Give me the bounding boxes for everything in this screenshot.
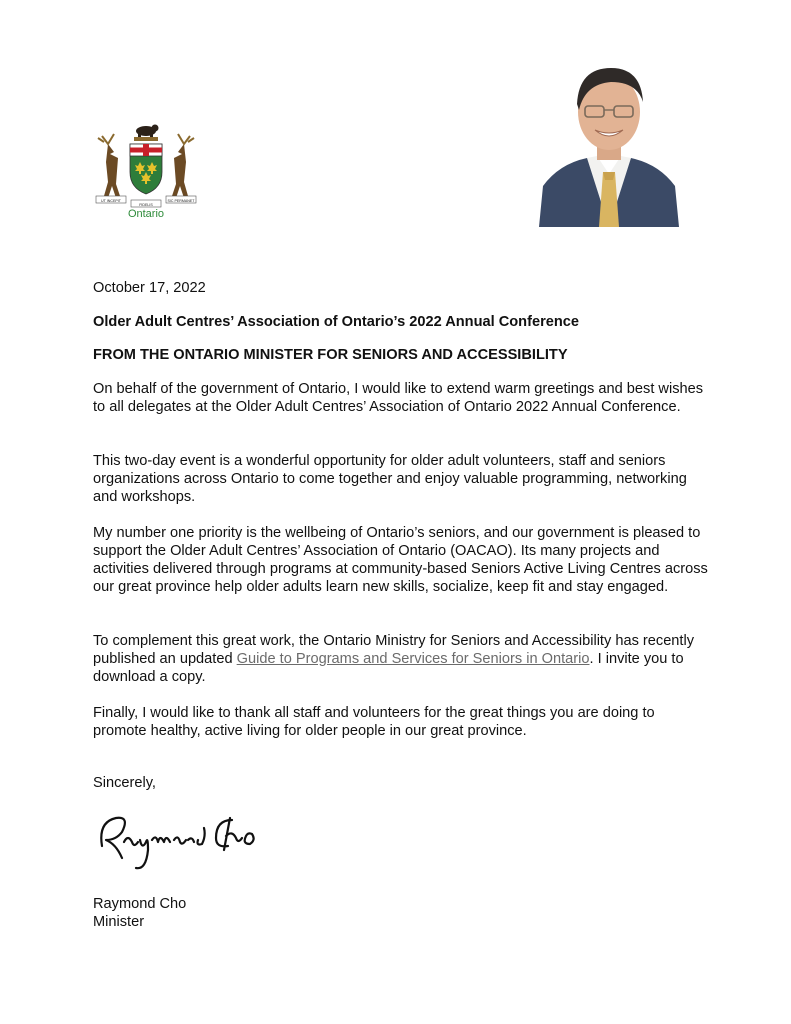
paragraph-4-text-before: To complement this great work, the Ontario Ministry for Seniors and Accessibility has recently published an updated [93,633,695,667]
letter-paragraph-4 [93,632,708,686]
letter-paragraph-3 [93,524,708,596]
motto-center: FIDELIS [139,202,153,207]
paragraph-4-text-after: . I invite you to download a copy. [93,651,684,685]
letter-date: October 17, 2022 [93,280,206,296]
motto-left: UT INCEPIT [101,198,121,203]
paragraph-1-text: On behalf of the government of Ontario, I would like to extend warm greetings and best wishes to all delegates at the Older Adult Centres’ Association of Ontario 2022 Annual Conference. [93,381,704,415]
seniors-guide-link[interactable]: Guide to Programs and Services for Seniors in Ontario [236,651,590,667]
ontario-coat-of-arms-logo [94,122,198,224]
letter-closing: Sincerely, [93,775,156,791]
letter-paragraph-1 [93,380,708,416]
letter-paragraph-2 [93,452,708,506]
letter-paragraph-5 [93,704,708,740]
letter-heading-minister: FROM THE ONTARIO MINISTER FOR SENIORS AND ACCESSIBILITY [93,347,568,363]
minister-portrait-photo [539,60,679,227]
paragraph-2-text: This two-day event is a wonderful opportunity for older adult volunteers, staff and seniors organizations across Ontario to come together and enjoy valuable programming, networking and workshops. [93,453,687,505]
letter-heading-conference: Older Adult Centres’ Association of Ontario’s 2022 Annual Conference [93,314,580,330]
motto-right: SIC PERMANET [167,198,195,203]
paragraph-5-text: Finally, I would like to thank all staff and volunteers for the great things you are doing to promote healthy, active living for older people in our great province. [93,705,655,739]
ontario-wordmark: Ontario [127,208,165,220]
signer-name: Raymond Cho [93,896,187,912]
paragraph-3-text: My number one priority is the wellbeing of Ontario’s seniors, and our government is pleased to support the Older Adult Centres’ Association of Ontario (OACAO). Its many projects and activities delivered through programs at community-based Seniors Active Living Centres across our great province help older adults learn new skills, socialize, keep fit and stay engaged. [93,525,708,595]
signer-title: Minister [93,914,145,930]
handwritten-signature [92,806,282,876]
